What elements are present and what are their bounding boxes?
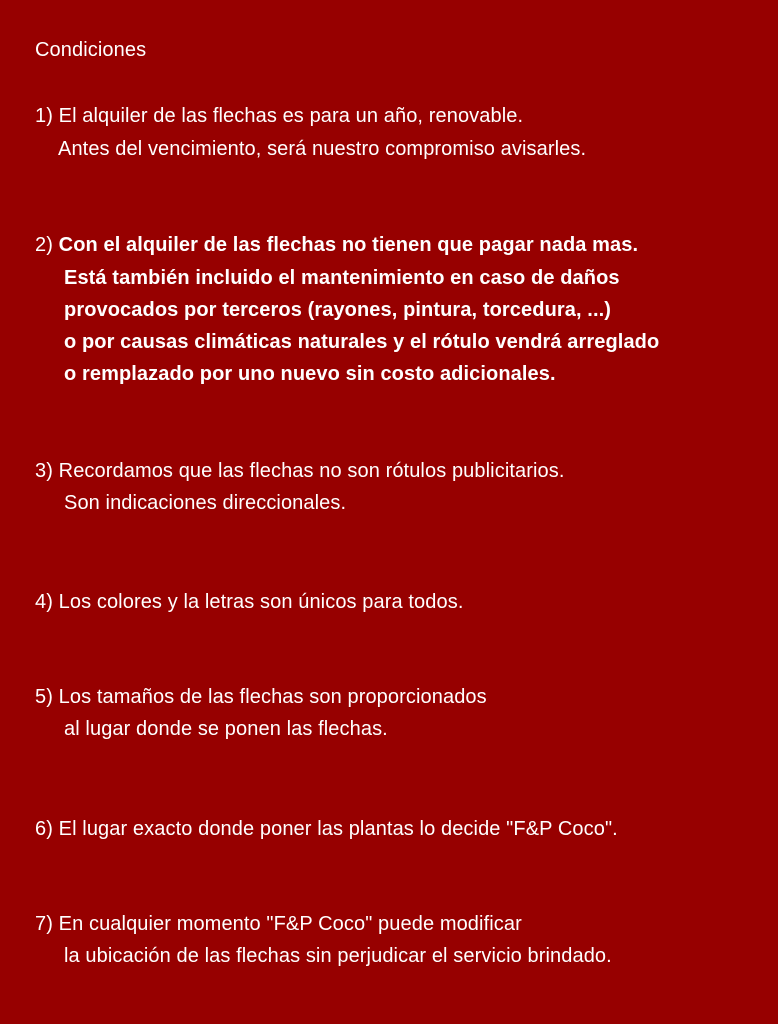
condition-1-line-1: El alquiler de las flechas es para un año, renovable. [58, 105, 524, 127]
condition-3-line-1: Recordamos que las flechas no son rótulos publicitarios. [58, 460, 565, 482]
condition-6-number: 6) [35, 818, 53, 840]
condition-3-number: 3) [35, 460, 53, 482]
condition-1-number: 1) [35, 105, 53, 127]
condition-2-line-2: Está también incluido el mantenimiento en caso de daños [64, 267, 620, 289]
condition-7-number: 7) [35, 913, 53, 935]
condition-7-first-line [35, 909, 522, 939]
condition-5-line-2: al lugar donde se ponen las flechas. [64, 718, 388, 740]
page-title: Condiciones [35, 39, 147, 61]
condition-4-line-1: Los colores y la letras son únicos para todos. [58, 591, 464, 613]
condition-2-first-line [35, 230, 638, 260]
condition-4-number: 4) [35, 591, 53, 613]
condition-2-number: 2) [35, 234, 53, 256]
condition-5-number: 5) [35, 686, 53, 708]
condition-7-line-2: la ubicación de las flechas sin perjudicar el servicio brindado. [64, 945, 612, 967]
condition-2-line-1: Con el alquiler de las flechas no tienen que pagar nada mas. [58, 234, 639, 256]
condition-2-line-3: provocados por terceros (rayones, pintura, torcedura, ...) [64, 299, 612, 321]
condition-5-line-1: Los tamaños de las flechas son proporcionados [58, 686, 487, 708]
condition-3-first-line [35, 456, 565, 486]
condition-3-line-2: Son indicaciones direccionales. [64, 492, 347, 514]
condition-4-first-line [35, 587, 463, 617]
condition-7-line-1: En cualquier momento "F&P Coco" puede modificar [58, 913, 522, 935]
condition-1-line-2: Antes del vencimiento, será nuestro compromiso avisarles. [58, 138, 587, 160]
condition-5-first-line [35, 682, 487, 712]
condition-1-first-line [35, 101, 523, 131]
condition-2-line-4: o por causas climáticas naturales y el rótulo vendrá arreglado [64, 331, 660, 353]
condition-6-line-1: El lugar exacto donde poner las plantas lo decide "F&P Coco". [58, 818, 618, 840]
condition-2-line-5: o remplazado por uno nuevo sin costo adicionales. [64, 363, 556, 385]
condition-6-first-line [35, 814, 618, 844]
